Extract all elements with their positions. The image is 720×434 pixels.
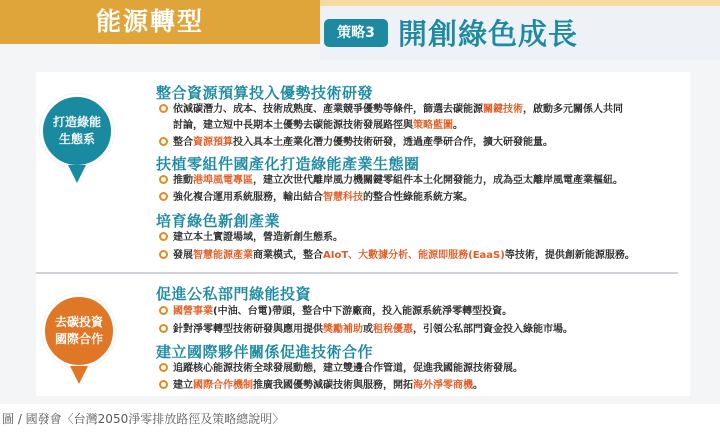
bullet-text: 推廣我國優勢減碳技術與服務，開拓 [253,380,413,391]
bullet-text: 商業模式，整合 [253,250,323,261]
strategy-title: 開創綠色成長 [398,17,579,51]
pin-label-line1: 去碳投資 [54,315,103,329]
section-title: 扶植零組件國產化打造綠能產業生態圈 [156,155,420,173]
bullet-item [159,362,523,376]
bullet-highlight: 租稅優惠 [373,324,413,335]
pin-label-line2: 國際合作 [54,332,103,346]
bullet-text: 針對淨零轉型技術研發與應用提供 [173,324,323,335]
bullet-ring-icon [159,380,168,389]
bullet-item [159,191,473,205]
bullet-continuation [173,119,463,133]
bullet-ring-icon [159,175,168,184]
bullet-item [159,323,573,337]
section-title: 促進公私部門綠能投資 [156,285,312,303]
bullet-ring-icon [159,137,168,146]
bullet-highlight: 資源預算 [193,137,233,148]
bullet-item [159,305,512,319]
bullet-ring-icon [159,250,168,259]
bullet-text: 等技術，提供創新能源服務。 [504,250,635,261]
bullet-text: 強化複合運用系統服務，輸出結合 [173,192,323,203]
bullet-highlight: 智慧能源產業 [193,250,253,261]
bullet-item [159,174,623,188]
bullet-text: 。 [473,380,483,391]
bullet-text: ，啟動多元關係人共同 [523,104,623,115]
section-title: 建立國際夥伴關係促進技術合作 [156,343,374,361]
header-accent-stripe [320,0,720,6]
bullet-ring-icon [159,232,168,241]
bullet-text: 討論，建立短中長期本土優勢去碳能源技術發展路徑與 [173,120,413,131]
bullet-highlight: 海外淨零商機 [413,380,473,391]
green-energy-ecosystem-pin [40,94,114,168]
section-title: 整合資源預算投入優勢技術研發 [156,84,374,102]
header-topic: 能源轉型 [95,7,204,36]
bullet-highlight: 獎勵補助 [323,324,363,335]
bullet-highlight: 智慧科技 [323,192,363,203]
bullet-item [159,103,623,117]
bullet-highlight: 港埠風電專區 [193,175,253,186]
bullet-text: 發展 [173,250,193,261]
section-divider [36,272,678,274]
bullet-item [159,379,483,393]
bullet-text: 追蹤核心能源技術全球發展動態，建立雙邊合作管道，促進我國能源技術發展。 [173,363,523,374]
section-title: 培育綠色新創產業 [156,212,281,230]
bullet-highlight: AIoT、大數據分析、能源即服務(EaaS) [323,250,505,261]
bullet-text: 建立 [173,380,193,391]
pin-label-line1: 打造綠能 [52,115,101,129]
bullet-highlight: 關鍵技術 [483,104,523,115]
bullet-text: 建立本土實證場域，營造新創生態系。 [173,232,343,243]
bullet-ring-icon [159,192,168,201]
bullet-text: (中油、台電)帶頭，整合中下游廠商，投入能源系統淨零轉型投資。 [213,306,513,317]
bullet-text: 推動 [173,175,193,186]
bullet-highlight: 策略藍圖 [413,120,453,131]
bullet-text: ，引領公私部門資金投入綠能市場。 [413,324,573,335]
bullet-item [159,136,553,150]
bullet-item [159,249,635,263]
bullet-highlight: 國際合作機制 [193,380,253,391]
pin-label-line2: 生態系 [58,132,95,146]
bullet-text: 投入具本土產業化潛力優勢技術研發，透過產學研合作，擴大研發能量。 [233,137,553,148]
pin-pointer [70,366,88,384]
image-caption: 圖 / 國發會〈台灣2050淨零排放路徑及策略總說明〉 [2,412,285,426]
decarbonization-investment-pin [42,294,116,368]
bullet-ring-icon [159,104,168,113]
bullet-text: ，建立次世代離岸風力機關鍵零組件本土化開發能力，成為亞太離岸風電產業樞紐。 [253,175,623,186]
bullet-item [159,231,343,245]
bullet-ring-icon [159,324,168,333]
bullet-highlight: 國營事業 [173,306,213,317]
bullet-ring-icon [159,306,168,315]
bullet-ring-icon [159,363,168,372]
bullet-text: 或 [363,324,373,335]
bullet-text: 依減碳潛力、成本、技術成熟度、產業競爭優勢等條件，篩選去碳能源 [173,104,483,115]
pin-pointer [68,165,86,183]
bullet-text: 整合 [173,137,193,148]
bullet-text: 。 [453,120,463,131]
strategy-badge: 策略3 [324,19,388,47]
bullet-text: 的整合性綠能系統方案。 [363,192,473,203]
